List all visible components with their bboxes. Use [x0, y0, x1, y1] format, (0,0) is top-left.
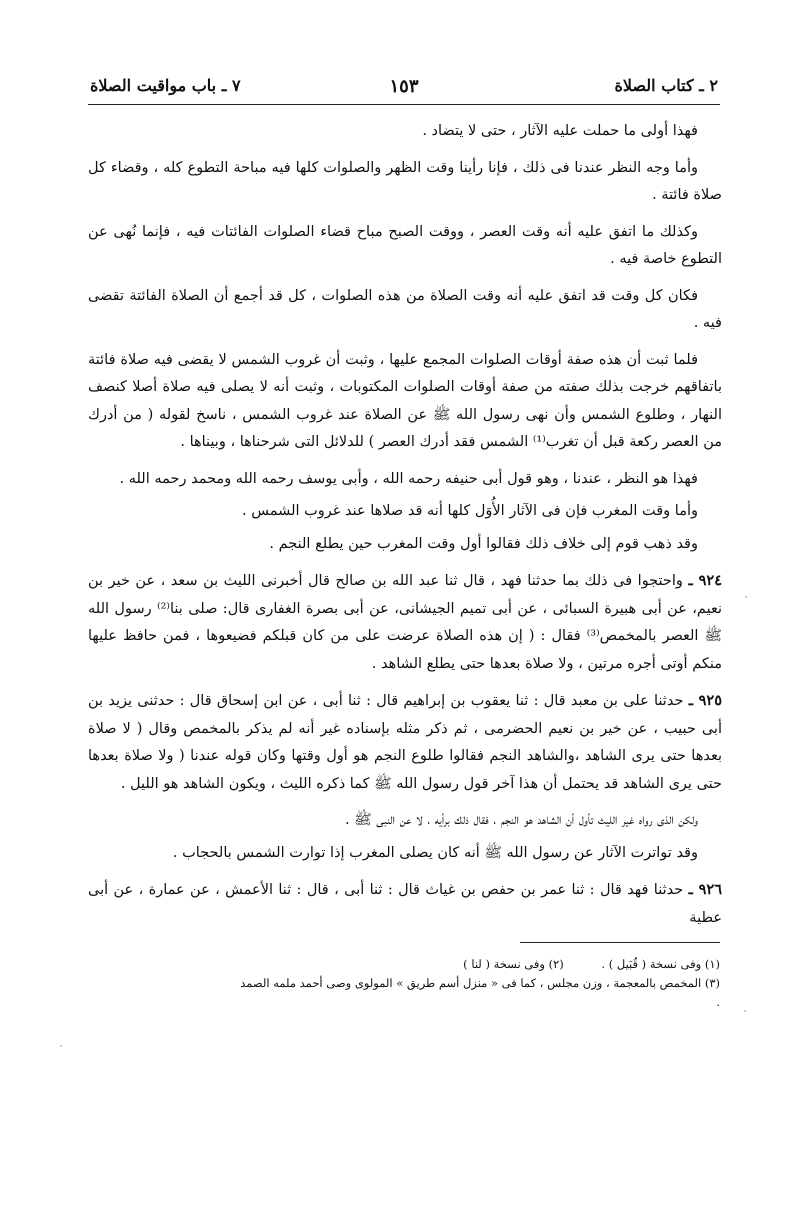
hadith-text: حدثنا فهد قال : ثنا عمر بن حفص بن غياث قال : ثنا أبى ، قال : ثنا الأعمش ، عن عمارة ، عن أبى عطية: [88, 882, 722, 926]
footnote-1: (١) وفى نسخة ( قُبَيل ) .: [601, 957, 720, 971]
hadith-number: ٩٢٦ ـ: [688, 881, 723, 898]
header-chapter-title: ٧ ـ باب مواقيت الصلاة: [90, 76, 241, 95]
hadith-number: ٩٢٥ ـ: [688, 692, 723, 709]
paragraph: ولكن الذى رواه غير الليث تأول أن الشاهد هو النجم ، فقال ذلك برأيه ، لا عن النبى ﷺ .: [344, 812, 698, 828]
running-header: [90, 76, 718, 100]
main-text: [88, 118, 722, 941]
paragraph: فهذا هو النظر ، عندنا ، وهو قول أبى حنيفه رحمه الله ، وأبى يوسف رحمه الله ومحمد رحمه الله .: [119, 470, 698, 487]
paragraph: وأما وقت المغرب فإن فى الآثار الأُوَل كلها أنه قد صلاها عند غروب الشمس .: [242, 503, 698, 519]
hadith-number: ٩٢٤ ـ: [688, 572, 723, 589]
paragraph: فلما ثبت أن هذه صفة أوقات الصلوات المجمع عليها ، وثبت أن غروب الشمس لا يقضى فيه صلاة فائتة باتفاقهم خرجت بذلك صفته من صفة أوقات الصلوات المكتوبات ، وثبت أنه لا يصلى فيه صلاة أصلا كنصف النهار ، وطلوع الشمس وأن نهى رسول الله ﷺ عن الصلاة عند غروب الشمس ، ناسخ لقوله ( من أدرك من العصر ركعة قبل أن تغرب⁽¹⁾ الشمس فقد أدرك العصر ) للدلائل التى شرحناها ، وبيناها .: [88, 351, 722, 450]
footnotes: [240, 955, 720, 1012]
scan-speck: [744, 1010, 746, 1012]
footnote-3: (٣) المخمص بالمعجمة ، وزن مجلس ، كما فى « منزل أسم طريق » المولوى وصى أحمد ملمه الصمد .: [240, 976, 720, 1009]
footnote-rule: [520, 942, 720, 943]
paragraph: وكذلك ما اتفق عليه أنه وقت العصر ، ووقت الصبح مباح قضاء الصلوات الفائتات فيه ، فإنما نُهى عن التطوع خاصة فيه .: [88, 223, 722, 267]
hadith-text: حدثنا على بن معبد قال : ثنا يعقوب بن إبراهيم قال : ثنا أبى ، عن ابن إسحاق قال : حدثنى يزيد بن أبى حبيب ، عن خير بن نعيم الحضرمى ، ثم ذكر مثله بإسناده غير أنه لم يذكر بالمخمص وقال ( لا صلاة بعدها حتى يرى الشاهد ،والشاهد النجم فقالوا طلوع النجم هو أول وقتها وكان قوله عندنا ( ولا صلاة بعدها حتى يرى الشاهد قد يحتمل أن هذا آخر قول رسول الله ﷺ كما ذكره الليث ، ويكون الشاهد هو الليل .: [88, 693, 722, 792]
paragraph: وقد ذهب قوم إلى خلاف ذلك فقالوا أول وقت المغرب حين يطلع النجم .: [269, 535, 698, 552]
hadith-text: واحتجوا فى ذلك بما حدثنا فهد ، قال ثنا عبد الله بن صالح قال أخبرنى الليث بن سعد ، عن خير بن نعيم، عن أبى هبيرة السبائى ، عن أبى تميم الجيشانى، عن أبى بصرة الغفارى قال: صلى بنا⁽²⁾ رسول الله ﷺ العصر بالمخمص⁽³⁾ فقال : ( إن هذه الصلاة عرضت على من كان قبلكم فضيعوها ، فمن حافظ عليها منكم أوتى أجره مرتين ، ولا صلاة بعدها حتى يطلع الشاهد .: [88, 573, 722, 672]
scan-speck: [745, 596, 747, 598]
hadith-926: [88, 876, 722, 932]
paragraph: فهذا أولى ما حملت عليه الآثار ، حتى لا يتضاد .: [422, 123, 698, 139]
hadith-924: [88, 567, 722, 678]
footnote-2: (٢) وفى نسخة ( لنا ): [463, 957, 564, 971]
header-rule: [88, 104, 720, 105]
page-number: ١٥٣: [389, 76, 419, 97]
footnote-row: [240, 955, 720, 974]
header-book-title: ٢ ـ كتاب الصلاة: [614, 76, 718, 95]
hadith-925: [88, 687, 722, 798]
paragraph: وأما وجه النظر عندنا فى ذلك ، فإنا رأينا وقت الظهر والصلوات كلها فيه مباحة التطوع كله ، وقضاء كل صلاة فائتة .: [88, 159, 722, 203]
paragraph: وقد تواترت الآثار عن رسول الله ﷺ أنه كان يصلى المغرب إذا توارت الشمس بالحجاب .: [172, 844, 698, 861]
paragraph: فكان كل وقت قد اتفق عليه أنه وقت الصلاة من هذه الصلوات ، كل قد أجمع أن الصلاة الفائتة تقضى فيه .: [88, 287, 722, 331]
scan-speck: [60, 1045, 62, 1047]
